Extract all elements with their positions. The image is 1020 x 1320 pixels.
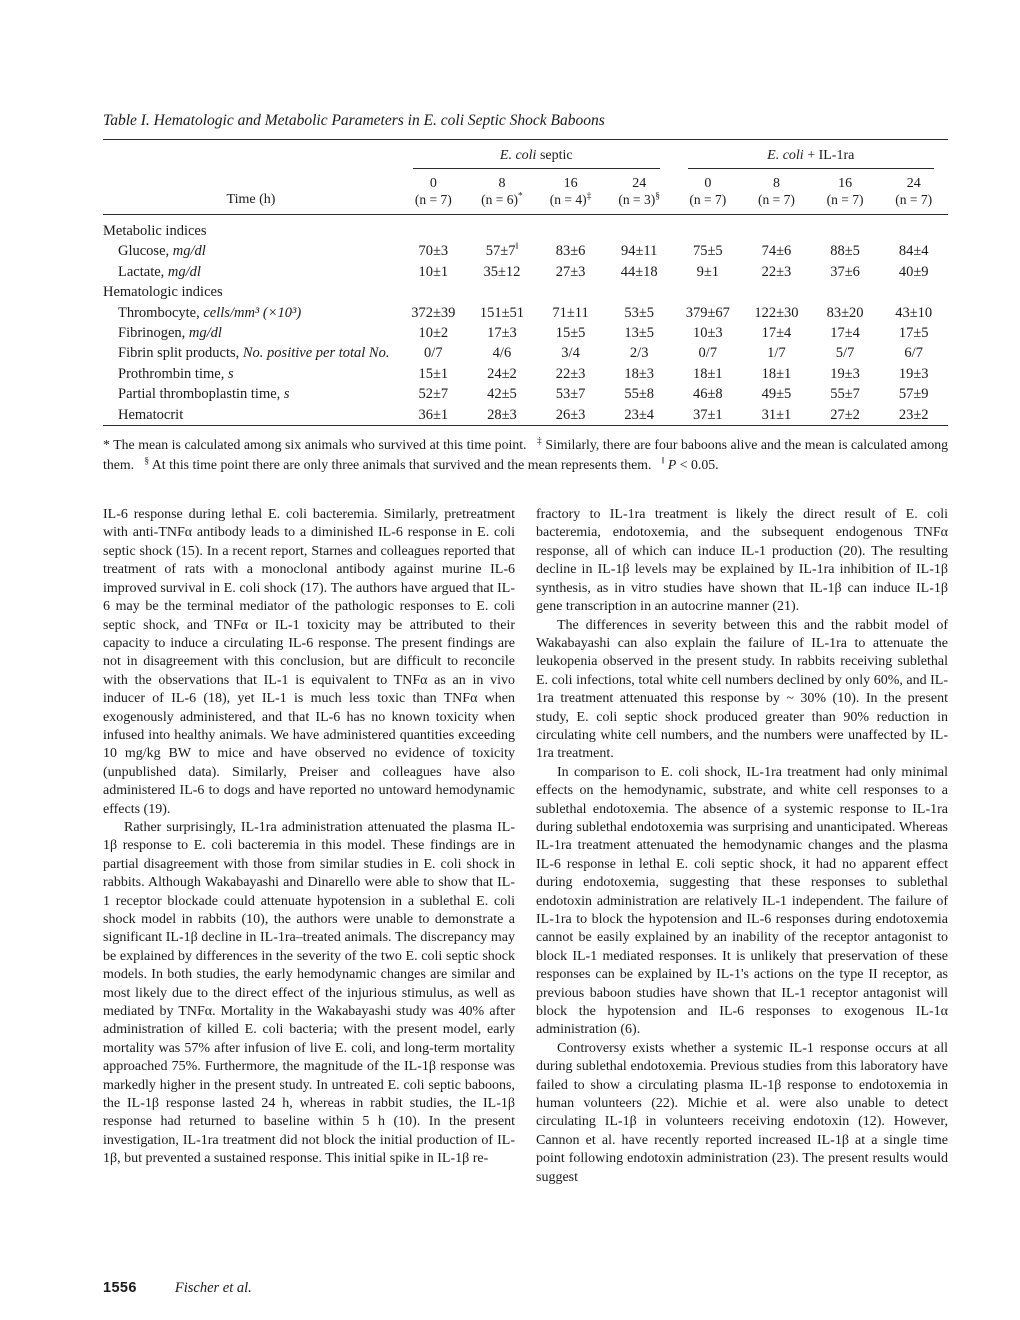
footnote-italic: P (667, 456, 677, 472)
table-row (103, 215, 948, 242)
value-cell: 57±9 (898, 386, 929, 403)
footnote-mark: § (655, 191, 660, 202)
value-cell: 17±5 (898, 325, 929, 342)
value-cell: 17±4 (830, 325, 860, 342)
value-cell (399, 215, 468, 242)
value-cell: 18±1 (761, 365, 792, 382)
footnote-mark: * (517, 191, 523, 202)
value-cell: 22±3 (761, 263, 792, 280)
value-cell: 379±67 (685, 304, 730, 321)
value-cell (742, 282, 811, 302)
footer-page-number: 1556 (103, 1280, 137, 1296)
column-header: 24 (n = 7) (879, 170, 948, 215)
value-cell: 88±5 (830, 243, 860, 260)
row-label (103, 241, 399, 261)
column-header: 0 (n = 7) (674, 170, 743, 215)
paragraph: The differences in severity between this and the rabbit model of Wakabayashi can also explain the failure of IL-1ra to attenuate the leukopenia observed in the present study. In rabbits receiving sublethal E. coli infections, total white cell numbers declined by only 60%, and IL-1ra treatment attenuated this response by ~ 30% (10). In the present study, E. coli septic shock produced greater than 90% reduction in circulating white cell numbers, and the numbers were unaffected by IL-1ra treatment. (536, 617, 948, 762)
value-cell: 31±1 (761, 406, 792, 423)
column-header: 8 (n = 7) (742, 170, 811, 215)
value-cell: 15±1 (418, 365, 449, 382)
value-cell: 46±8 (692, 386, 723, 403)
row-unit: s (280, 386, 290, 403)
value-cell: 10±1 (418, 263, 449, 280)
value-cell: 24±2 (487, 365, 517, 382)
value-cell: 1/7 (767, 345, 786, 362)
table-title: Table I. Hematologic and Metabolic Parameters in E. coli Septic Shock Baboons (103, 112, 605, 129)
value-cell: 3/4 (561, 345, 580, 362)
value-cell: 55±8 (624, 386, 655, 403)
row-label (103, 343, 399, 363)
group-ecoli-il1ra (674, 140, 949, 170)
group-label (413, 148, 660, 169)
value-cell: 18±1 (692, 365, 723, 382)
table-group-row (103, 140, 948, 170)
value-cell: 13±5 (624, 325, 655, 342)
paragraph: fractory to IL-1ra treatment is likely the direct result of E. coli bacteremia, endotoxemia, and the subsequent endogenous TNFα response, all of which can induce IL-1 production (20). The resulting decline in IL-1β levels may be explained by IL-1ra inhibition of IL-1β synthesis, as in vitro studies have shown that IL-1β can induce IL-1β gene transcription in an autocrine manner (21). (536, 507, 948, 615)
row-label (103, 364, 399, 384)
page-content (103, 112, 948, 1187)
table-row (103, 262, 948, 282)
time-header: Time (h) (103, 170, 399, 215)
column-header: 8 (n = 6)* (468, 170, 537, 215)
value-cell: 83±6 (555, 243, 586, 260)
body-left-column (103, 506, 515, 1187)
value-cell: 19±3 (830, 365, 860, 382)
value-cell: 53±7 (555, 386, 586, 403)
row-label (103, 303, 399, 323)
group-ecoli-septic (399, 140, 674, 170)
value-cell: 52±7 (418, 386, 449, 403)
value-cell: 17±3 (487, 325, 517, 342)
paragraph: Rather surprisingly, IL-1ra administration attenuated the plasma IL-1β response to E. coli bacteremia in this model. These findings are in partial disagreement with those from similar studies in E. coli shock in rabbits. Although Wakabayashi and Dinarello were able to show that IL-1 receptor blockade could attenuate hypotension in a sublethal E. coli shock model in rabbits (10), the authors were unable to demonstrate a significant IL-1β decline in IL-1ra–treated animals. The discrepancy may be explained by differences in the severity of the two E. coli septic shock models. In both studies, the early hemodynamic changes are similar and most likely due to the direct effect of the injurious stimulus, as well as mediated by TNFα. Mortality in the Wakabayashi study was 40% after administration of killed E. coli bacteria; with the present model, early mortality was 57% after infusion of live E. coli, and long-term mortality approached 75%. Furthermore, the magnitude of the IL-1β response was markedly higher in the present study. In untreated E. coli septic baboons, the IL-1β response lasted 24 h, whereas in rabbit studies, the IL-1β response had returned to baseline within 5 h (10). In the present investigation, IL-1ra treatment did not block the initial production of IL-1β, but prevented a sustained response. This initial spike in IL-1β re- (103, 819, 515, 1167)
data-table (103, 140, 948, 425)
value-cell: 5/7 (835, 345, 855, 362)
value-cell: 23±2 (898, 406, 929, 423)
paragraph: In comparison to E. coli shock, IL-1ra treatment had only minimal effects on the hemodynamic, substrate, and white cell responses to a sublethal endotoxemia. The absence of a systemic response to IL-1ra during sublethal endotoxemia was surprising and unanticipated. Whereas IL-1ra treatment attenuated the hemodynamic changes and the plasma IL-6 response in lethal E. coli septic shock, it had no apparent effect during endotoxemia, suggesting that these responses to sublethal endotoxin administration are relatively IL-1 independent. The failure of IL-1ra to block the hypotension and IL-6 responses during endotoxemia cannot be easily explained by an inability of the receptor antagonist to block IL-1 mediated responses. It is unlikely that preservation of these responses can be explained by IL-1's actions on the type II receptor, as previous baboon studies have shown that IL-1 receptor antagonist will block the hypotension and IL-6 responses to exogenous IL-1α administration (6). (536, 764, 948, 1038)
table-row (103, 282, 948, 302)
row-label-text: Glucose, (118, 243, 170, 260)
value-cell: 10±3 (692, 325, 723, 342)
value-cell: 0/7 (698, 345, 718, 362)
row-label-text: Hematocrit (118, 406, 184, 423)
value-cell: 22±3 (555, 365, 586, 382)
value-cell (536, 215, 605, 242)
value-cell (399, 282, 468, 302)
row-label (103, 323, 399, 343)
table-body (103, 215, 948, 426)
table-footnote: * The mean is calculated among six animals who survived at this time point. ‡ Similarly, there are four baboons alive and the mean is calculated among them. § At this time point there are only three animals that survived and the mean represents them. ‖ P < 0.05. (103, 436, 949, 472)
row-label-text: Fibrin split products, (118, 345, 240, 362)
page-footer (103, 1280, 252, 1297)
table-bottom-rule (103, 425, 948, 426)
table-row (103, 323, 948, 343)
value-cell: 37±1 (692, 406, 723, 423)
value-cell (468, 215, 537, 242)
value-cell: 0/7 (424, 345, 443, 362)
row-unit: cells/mm³ (×10³) (199, 304, 302, 321)
column-header: 0 (n = 7) (399, 170, 468, 215)
group-label-em: E. coli (499, 148, 537, 163)
value-cell: 40±9 (898, 263, 929, 280)
row-label (103, 215, 399, 242)
paragraph: Controversy exists whether a systemic IL-1 response occurs at all during sublethal endotoxemia. Previous studies from this laboratory have failed to show a circulating plasma IL-1β response to endotoxemia in human volunteers (22). Michie et al. were also unable to detect circulating IL-1β in volunteers receiving endotoxin (12). However, Cannon et al. have recently reported increased IL-1β at a single time point following endotoxin administration (23). The present results would suggest (536, 1040, 948, 1185)
row-label (103, 262, 399, 282)
value-cell: 151±51 (479, 304, 525, 321)
value-cell: 28±3 (487, 406, 517, 423)
table-row (103, 303, 948, 323)
value-cell (811, 282, 880, 302)
row-label-text: Lactate, (118, 263, 165, 280)
value-cell (468, 282, 537, 302)
value-cell: 19±3 (898, 365, 929, 382)
footnote-mark: ‖ (515, 242, 519, 253)
group-label-rest: septic (536, 148, 573, 163)
value-cell: 37±6 (830, 263, 860, 280)
value-cell: 17±4 (761, 325, 792, 342)
value-cell: 49±5 (761, 386, 792, 403)
row-label-text: Thrombocyte, (118, 304, 200, 321)
table-row (103, 364, 948, 384)
table-row (103, 384, 948, 404)
value-cell: 70±3 (418, 243, 449, 260)
value-cell (674, 282, 743, 302)
body-right-column (536, 506, 948, 1187)
table-row (103, 241, 948, 261)
row-label (103, 384, 399, 404)
table-row (103, 343, 948, 363)
value-cell: 55±7 (830, 386, 860, 403)
footer-authors: Fischer et al. (174, 1280, 252, 1296)
row-unit: mg/dl (185, 325, 222, 342)
value-cell: 26±3 (555, 406, 586, 423)
row-unit: mg/dl (164, 263, 201, 280)
row-label (103, 282, 399, 302)
value-cell: 372±39 (411, 304, 456, 321)
value-cell: 94±11 (620, 243, 658, 260)
table-header-row (103, 170, 948, 215)
value-cell: 6/7 (904, 345, 923, 362)
footnote-mark: ‡ (586, 191, 592, 202)
group-label-rest: + IL-1ra (803, 148, 855, 163)
value-cell: 27±2 (830, 406, 860, 423)
value-cell (536, 282, 605, 302)
row-unit: s (224, 365, 234, 382)
value-cell: 23±4 (624, 406, 655, 423)
value-cell (674, 215, 743, 242)
row-label-text: Partial thromboplastin time, (118, 386, 281, 403)
value-cell: 57±7‖ (485, 242, 519, 260)
column-header: 16 (n = 7) (811, 170, 880, 215)
value-cell: 75±5 (692, 243, 723, 260)
row-label-text: Metabolic indices (103, 223, 207, 239)
value-cell: 44±18 (620, 263, 658, 280)
row-label-text: Prothrombin time, (118, 365, 225, 382)
value-cell: 4/6 (492, 345, 512, 362)
value-cell: 42±5 (487, 386, 517, 403)
value-cell (879, 282, 948, 302)
row-label (103, 405, 399, 425)
value-cell (605, 282, 674, 302)
value-cell: 10±2 (418, 325, 449, 342)
row-unit: mg/dl (169, 243, 206, 260)
value-cell (879, 215, 948, 242)
table-row (103, 405, 948, 425)
value-cell: 27±3 (555, 263, 586, 280)
group-spacer-cell (103, 140, 399, 170)
value-cell (811, 215, 880, 242)
value-cell: 84±4 (898, 243, 929, 260)
group-label (688, 148, 935, 169)
value-cell (742, 215, 811, 242)
footnote-mark: ‡ (536, 436, 542, 447)
footnote-mark: ‖ (661, 455, 665, 466)
paragraph: IL-6 response during lethal E. coli bacteremia. Similarly, pretreatment with anti-TNFα antibody leads to a diminished IL-6 response in E. coli septic shock (15). In a recent report, Starnes and colleagues reported that treatment of rats with a monoclonal antibody against murine IL-6 improved survival in E. coli shock (17). The authors have argued that IL-6 may be the terminal mediator of the pathologic responses to E. coli septic shock, and TNFα or IL-1 toxicity may be attributed to their capacity to induce a circulating IL-6 response. The present findings are not in disagreement with this conclusion, but are difficult to reconcile with the observations that IL-1 is equivalent to TNFα as an in vivo inducer of IL-6 (18), yet IL-1 is much less toxic than TNFα when exogenously administered, and that IL-6 has no known toxicity when infused into healthy animals. We have administered quantities exceeding 10 mg/kg BW to mice and have observed no evidence of toxicity (unpublished data). Similarly, Preiser and colleagues have also administered IL-6 to dogs and have reported no untoward hemodynamic effects (19). (103, 507, 515, 817)
value-cell: 18±3 (624, 365, 655, 382)
group-label-em: E. coli (767, 148, 804, 163)
value-cell: 35±12 (483, 263, 521, 280)
value-cell: 9±1 (696, 263, 720, 280)
value-cell (605, 215, 674, 242)
value-cell: 83±20 (826, 304, 864, 321)
value-cell: 74±6 (761, 243, 792, 260)
footnote-mark: § (144, 455, 150, 466)
value-cell: 71±11 (552, 304, 589, 321)
value-cell: 43±10 (895, 304, 933, 321)
row-unit: No. positive per total No. (239, 345, 390, 362)
value-cell: 15±5 (555, 325, 586, 342)
body-text (103, 506, 948, 1187)
value-cell: 122±30 (754, 304, 799, 321)
column-header: 24 (n = 3)§ (605, 170, 674, 215)
row-label-text: Hematologic indices (103, 284, 223, 301)
column-header: 16 (n = 4)‡ (536, 170, 605, 215)
value-cell: 53±5 (624, 304, 655, 321)
value-cell: 36±1 (418, 406, 449, 423)
row-label-text: Fibrinogen, (118, 325, 186, 342)
value-cell: 2/3 (629, 345, 649, 362)
